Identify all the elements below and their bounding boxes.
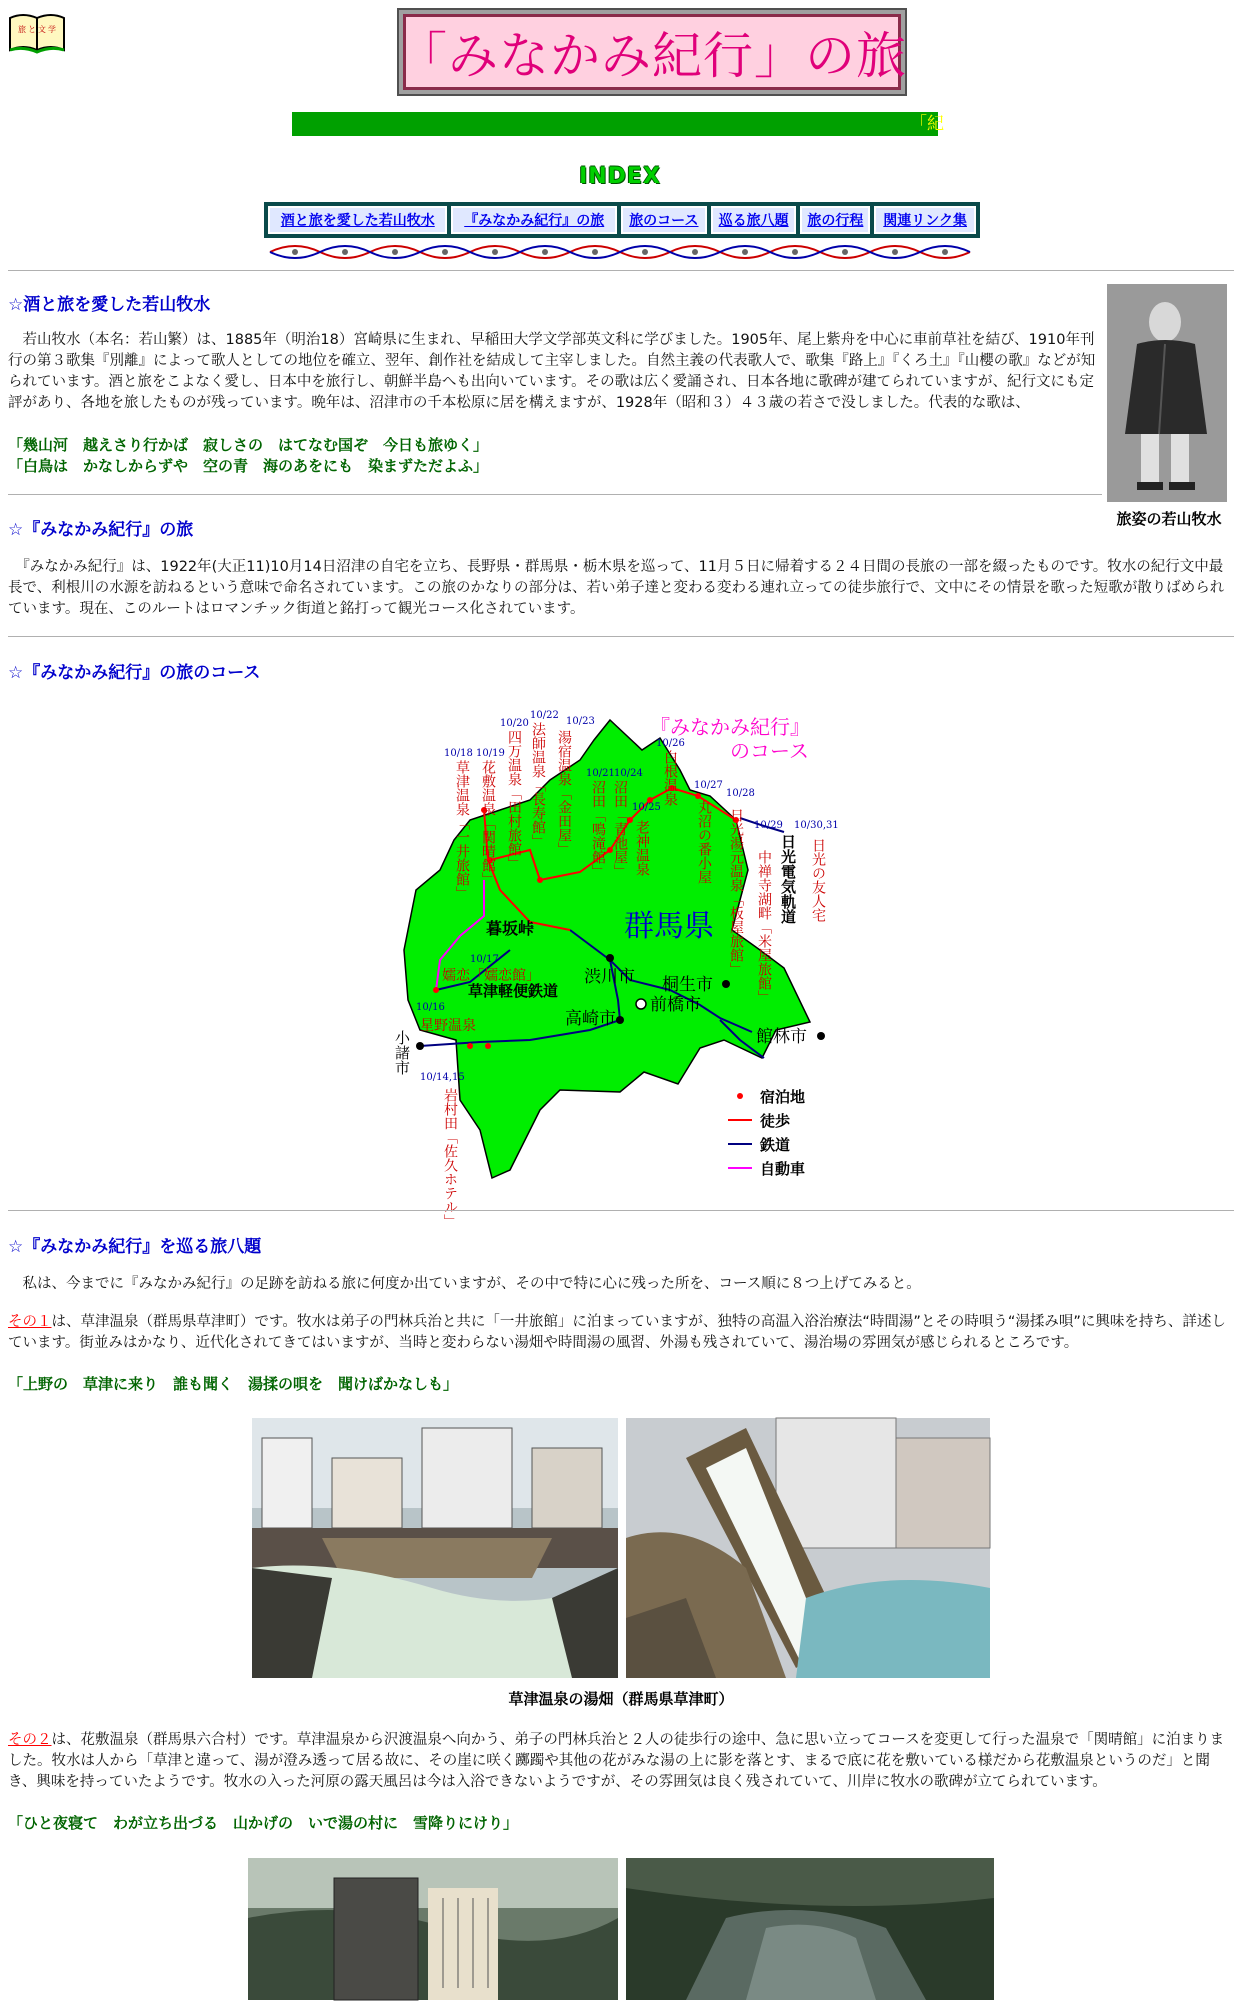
nav-link-course[interactable]: 旅のコース [621, 206, 707, 234]
map-title-line1: 『みなかみ紀行』 [650, 715, 810, 739]
map-title-line2: のコース [730, 739, 809, 763]
decorative-divider [270, 244, 970, 260]
trip-1-text [8, 1312, 1234, 1354]
photo-hanashiki-river [626, 1858, 994, 2000]
logo-text: 旅と文学 [18, 25, 58, 34]
city-dot [616, 1016, 624, 1024]
date-label: 10/23 [566, 716, 595, 727]
date-label: 10/18 [444, 748, 473, 759]
photo-caption-kusatsu: 草津温泉の湯畑（群馬県草津町） [508, 1690, 734, 1708]
section-title-course: ☆『みなかみ紀行』の旅のコース [8, 663, 261, 683]
portrait-photo [1107, 284, 1227, 502]
place-label: 日光の友人宅 [810, 838, 826, 922]
date-label: 10/29 [754, 820, 783, 831]
date-label: 10/17 [470, 954, 499, 965]
pass-label: 暮坂峠 [486, 919, 535, 938]
page-title-frame [397, 8, 907, 96]
divider [8, 494, 1102, 495]
place-label: 中禅寺湖畔「米屋旅館」 [756, 850, 772, 1004]
trip-1-label: その１ [8, 1314, 52, 1330]
place-label: 岩村田「佐久ホテル」 [442, 1088, 458, 1228]
legend-lodging-marker [737, 1093, 743, 1099]
lodging-dot [467, 1043, 473, 1049]
place-label: 日光湯元温泉「板屋旅館」 [728, 808, 744, 976]
city-label: 渋川市 [584, 967, 635, 987]
prefecture-label: 群馬県 [624, 909, 714, 944]
page-title: 「みなかみ紀行」の旅 [403, 14, 901, 90]
city-dot [722, 980, 730, 988]
portrait-caption: 旅姿の若山牧水 [1116, 510, 1222, 528]
date-label: 10/20 [500, 718, 529, 729]
city-dot [636, 999, 646, 1009]
course-map [380, 700, 880, 1228]
nav-link-minakami[interactable]: 『みなかみ紀行』の旅 [451, 206, 617, 234]
date-label: 10/24 [614, 768, 643, 779]
place-label: 丸沼の番小屋 [696, 800, 712, 884]
divider [8, 1210, 1234, 1211]
trip-2-label: その２ [8, 1732, 52, 1748]
place-label: 白根温泉 [662, 750, 678, 806]
nav-link-eight-trips[interactable]: 巡る旅八題 [711, 206, 797, 234]
nav-link-related-links[interactable]: 関連リンク集 [874, 206, 976, 234]
photo-hanashiki-monument [248, 1858, 618, 2000]
place-label: 老神温泉 [634, 820, 650, 876]
poem-kusatsu: 「上野の 草津に来り 誰も聞く 湯揉の唄を 聞けばかなしも」 [8, 1375, 459, 1393]
legend-label: 鉄道 [760, 1136, 791, 1154]
railway-label: 日光電気軌道 [779, 834, 797, 924]
date-label: 10/28 [726, 788, 755, 799]
section-title-minakami: ☆『みなかみ紀行』の旅 [8, 520, 194, 540]
lodging-dot [433, 987, 439, 993]
date-label: 10/30,31 [794, 820, 839, 831]
photo-yubatake-2 [626, 1418, 990, 1678]
minakami-description: 『みなかみ紀行』は、1922年(大正11)10月14日沼津の自宅を立ち、長野県・群馬県・栃木県を巡って、11月５日に帰着する２４日間の長旅の一部を綴ったものです。牧水の紀行文中最長で、利根川の水源を訪ねるという意味で命名されています。この旅のかなりの部分は、若い弟子達と変わる変わる連れ立っての徒歩旅行で、文中にその情景を歌った短歌が散りばめられています。現在、このルートはロマンチック街道と銘打って観光コース化されています。 [8, 559, 1225, 617]
poem-ikuyamakawa: 「幾山河 越えさり行かば 寂しさの はてなむ国ぞ 今日も旅ゆく」 [8, 436, 489, 454]
date-label: 10/27 [694, 780, 723, 791]
poem-hanashiki: 「ひと夜寝て わが立ち出づる 山かげの いで湯の村に 雪降りにけり」 [8, 1814, 519, 1832]
place-label: 嬬恋「嬬恋館」 [442, 968, 540, 984]
city-label: 高崎市 [565, 1009, 616, 1029]
book-logo-icon [8, 10, 66, 54]
date-label: 10/19 [476, 748, 505, 759]
divider [8, 636, 1234, 637]
city-dot [817, 1032, 825, 1040]
nav-link-itinerary[interactable]: 旅の行程 [800, 206, 870, 234]
section-title-eight-trips: ☆『みなかみ紀行』を巡る旅八題 [8, 1237, 262, 1257]
place-label: 四万温泉「田村旅館」 [506, 730, 522, 870]
place-label: 法師温泉「長寿館」 [530, 722, 546, 848]
place-label: 沼田「鳴滝館」 [590, 780, 606, 878]
place-label: 草津温泉「一井旅館」 [454, 760, 470, 900]
place-label: 花敷温泉「関晴館」 [480, 760, 496, 886]
place-label: 星野温泉 [420, 1018, 476, 1034]
poem-shiratori: 「白鳥は かなしからずや 空の青 海のあをにも 染まずただよふ」 [8, 457, 489, 475]
railway-label: 草津軽便鉄道 [468, 982, 559, 1000]
eight-trips-intro: 私は、今までに『みなかみ紀行』の足跡を訪ねる旅に何度か出ていますが、その中で特に心に残った所を、コース順に８つ上げてみると。 [8, 1276, 921, 1292]
trip-2-text [8, 1730, 1234, 1793]
marquee-text: 「紀 [910, 114, 944, 134]
legend-label: 宿泊地 [760, 1088, 806, 1106]
place-label: 湯宿温泉「金田屋」 [556, 730, 572, 856]
legend-label: 徒歩 [760, 1112, 791, 1130]
index-nav [264, 202, 980, 238]
city-label: 前橋市 [650, 995, 701, 1015]
lodging-dot [485, 1043, 491, 1049]
photo-yubatake-1 [252, 1418, 618, 1678]
nav-link-bokusui[interactable]: 酒と旅を愛した若山牧水 [268, 206, 447, 234]
date-label: 10/25 [632, 802, 661, 813]
city-dot [606, 954, 614, 962]
date-label: 10/22 [530, 710, 559, 721]
date-label: 10/21 [586, 768, 615, 779]
date-label: 10/14,15 [420, 1072, 465, 1083]
legend-label: 自動車 [760, 1160, 806, 1178]
city-label: 桐生市 [662, 975, 713, 995]
lodging-dot [695, 793, 701, 799]
date-label: 10/26 [656, 738, 685, 749]
trip-1-body: は、草津温泉（群馬県草津町）です。牧水は弟子の門林兵治と共に「一井旅館」に泊まっていますが、独特の高温入浴治療法“時間湯”とその時唄う“湯揉み唄”に興味を持ち、詳述しています。街並みはかなり、近代化されてきてはいますが、当時と変わらない湯畑や時間湯の風習、外湯も残されていて、湯治場の雰囲気が感じられるところです。 [8, 1314, 1226, 1351]
index-heading: INDEX [579, 164, 661, 189]
divider [8, 270, 1234, 271]
city-label: 館林市 [756, 1027, 807, 1047]
trip-2-body: は、花敷温泉（群馬県六合村）です。草津温泉から沢渡温泉へ向かう、弟子の門林兵治と２人の徒歩行の途中、急に思い立ってコースを変更して行った温泉で「関晴館」に泊まりました。牧水は人から「草津と違って、湯が澄み透って居る故に、その崖に咲く躑躅や其他の花がみな湯の上に影を落とす、まるで底に花を敷いている様だから花敷温泉というのだ」と聞き、興味を持っていたようです。牧水の入った河原の露天風呂は今は入浴できないようですが、その雰囲気は良く残されていて、川岸に牧水の歌碑が立てられています。 [8, 1732, 1225, 1790]
section-title-bokusui: ☆酒と旅を愛した若山牧水 [8, 295, 211, 315]
marquee-banner [292, 112, 944, 136]
lodging-dot [537, 877, 543, 883]
city-label: 小諸市 [393, 1030, 411, 1075]
bokusui-bio-text: 若山牧水（本名：若山繁）は、1885年（明治18）宮崎県に生まれ、早稲田大学文学部英文科に学びました。1905年、尾上紫舟を中心に車前草社を結び、1910年刊行の第３歌集『別離』によって歌人としての地位を確立、翌年、創作社を結成して主宰しました。自然主義の代表歌人で、歌集『路上』『くろ土』『山櫻の歌』などが知られています。酒と旅をこよなく愛し、日本中を旅行し、朝鮮半島へも出向いています。その歌は広く愛誦され、日本各地に歌碑が建てられていますが、紀行文にも定評があり、各地を旅したものが残っています。晩年は、沼津市の千本松原に居を構えますが、1928年（昭和３）４３歳の若さで没しました。代表的な歌は、 [8, 332, 1096, 411]
place-label: 沼田「青池屋」 [612, 780, 628, 878]
city-dot [416, 1042, 424, 1050]
date-label: 10/16 [416, 1002, 445, 1013]
